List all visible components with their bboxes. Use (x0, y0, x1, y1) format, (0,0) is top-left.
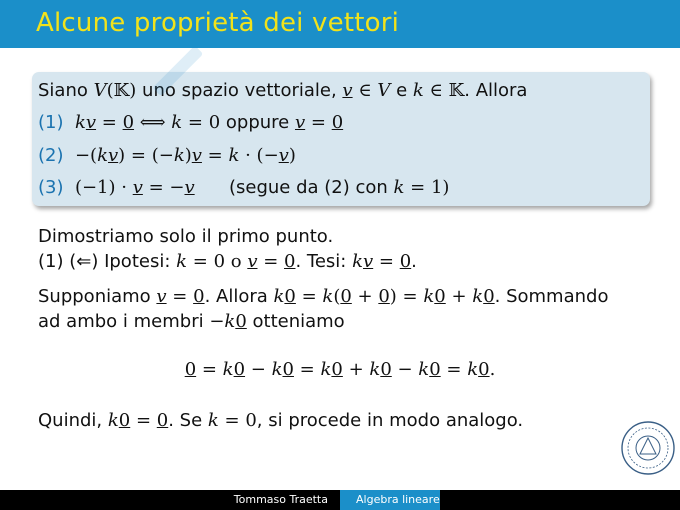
footer-author: Tommaso Traetta (233, 493, 328, 506)
box-line-property-3: (3) (−1) · v = −v (segue da (2) con k = 1) (38, 177, 450, 198)
footer-bar (0, 490, 680, 510)
item-number-2: (2) (38, 145, 64, 166)
footer-course: Algebra lineare (340, 490, 440, 510)
item-number-1: (1) (38, 112, 64, 133)
university-seal-icon (620, 420, 676, 476)
body-line-3: Supponiamo v = 0. Allora k0 = k(0 + 0) = k0 + k0. Sommando (38, 286, 609, 307)
box-line-property-2: (2) −(kv) = (−k)v = k · (−v) (38, 145, 296, 166)
item-number-3: (3) (38, 177, 64, 198)
slide-title: Alcune proprietà dei vettori (36, 8, 400, 38)
body-line-5: Quindi, k0 = 0. Se k = 0, si procede in modo analogo. (38, 410, 524, 431)
box-line-property-1: (1) kv = 0 ⟺ k = 0 oppure v = 0 (38, 112, 344, 133)
body-line-1: Dimostriamo solo il primo punto. (38, 226, 334, 247)
body-line-4: ad ambo i membri −k0 otteniamo (38, 311, 345, 332)
display-equation: 0 = k0 − k0 = k0 + k0 − k0 = k0. (184, 359, 496, 380)
body-line-2: (1) (⇐) Ipotesi: k = 0 o v = 0. Tesi: kv = 0. (38, 251, 417, 272)
box-line-intro: Siano V(𝕂) uno spazio vettoriale, v ∈ V e k ∈ 𝕂. Allora (38, 80, 528, 101)
title-bar (0, 0, 680, 48)
